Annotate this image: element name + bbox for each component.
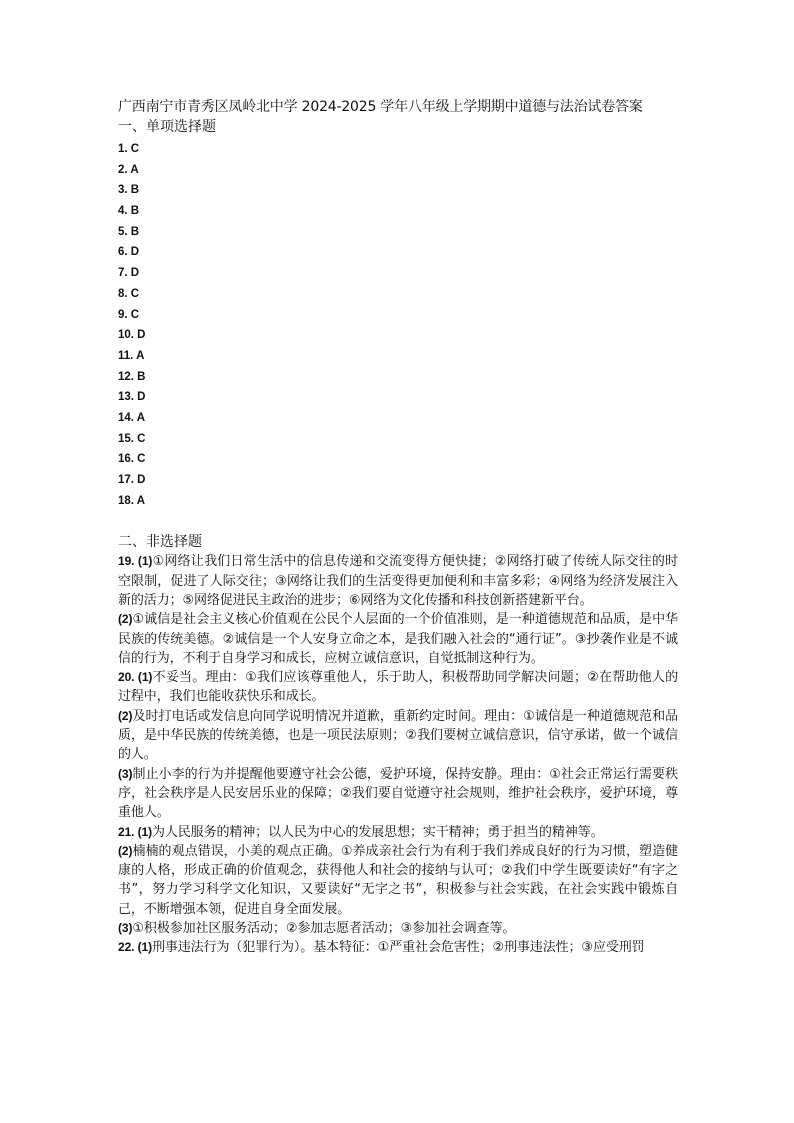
- answer-item: 12. B: [118, 370, 146, 383]
- answer-text: 制止小李的行为并提醒他要遵守社会公德，爱护环境，保持安静。理由：①社会正常运行需要秩序，社会秩序是人民安居乐业的保障；②我们要自觉遵守社会规则，维护社会秩序，爱护环境，尊重他人。: [118, 766, 678, 821]
- answer-paragraph-19-1: [118, 552, 678, 610]
- answer-sheet-page: [118, 97, 678, 958]
- answer-item: 14. A: [118, 411, 146, 424]
- answer-paragraph-22-1: [118, 938, 678, 957]
- answer-item: 7. D: [118, 267, 140, 280]
- answer-item: 4. B: [118, 205, 140, 218]
- answer-paragraph-19-2: [118, 610, 678, 668]
- question-number: (2): [118, 708, 133, 723]
- answer-text: ①网络让我们日常生活中的信息传递和交流变得方便快捷；②网络打破了传统人际交往的时空限制，促进了人际交往；③网络让我们的生活变得更加便利和丰富多彩；④网络为经济发展注入新的活力；⑤网络促进民主政治的进步；⑥网络为文化传播和科技创新搭建新平台。: [118, 554, 678, 608]
- answer-item: 16. C: [118, 453, 146, 466]
- answer-item: 5. B: [118, 225, 140, 238]
- answer-item: 10. D: [118, 329, 146, 342]
- section-spacer: [118, 511, 678, 532]
- question-number: (2): [118, 612, 133, 627]
- section-1-heading: 一、单项选择题: [118, 119, 216, 135]
- question-number: (3): [118, 766, 133, 781]
- answer-item: 13. D: [118, 391, 146, 404]
- document-title: 广西南宁市青秀区凤岭北中学 2024-2025 学年八年级上学期期中道德与法治试卷答案: [118, 99, 643, 115]
- answer-text: ①积极参加社区服务活动；②参加志愿者活动；③参加社会调查等。: [132, 921, 516, 937]
- question-number: 22. (1): [118, 940, 152, 955]
- answer-item: 6. D: [118, 246, 140, 259]
- answer-item: 9. C: [118, 308, 140, 321]
- answer-item: 15. C: [118, 432, 146, 445]
- question-number: 20. (1): [118, 670, 153, 685]
- answer-text: 楠楠的观点错误，小美的观点正确。①养成亲社会行为有利于我们养成良好的行为习惯，塑造健康的人格，形成正确的价值观念，获得他人和社会的接纳与认可；②我们中学生既要读好“有字之书”，努力学习科学文化知识，又要读好“无字之书”，积极参与社会实践，在社会实践中锻炼自己，不断增强本领，促进自身全面发展。: [118, 843, 678, 917]
- choice-answer-list: [118, 139, 678, 511]
- answer-paragraph-20-3: [118, 765, 678, 823]
- answer-paragraph-20-2: [118, 707, 678, 765]
- answer-paragraph-21-1: [118, 823, 678, 842]
- answer-paragraph-21-2: [118, 842, 678, 919]
- answer-item: 2. A: [118, 163, 139, 176]
- answer-item: 17. D: [118, 474, 146, 486]
- question-number: (3): [118, 921, 133, 936]
- question-number: 21. (1): [118, 824, 152, 839]
- question-number: (2): [118, 843, 133, 858]
- answer-item: 11. A: [118, 349, 145, 362]
- answer-paragraph-20-1: [118, 668, 678, 707]
- answer-item: 3. B: [118, 184, 140, 197]
- answer-item: 8. C: [118, 287, 140, 300]
- answer-text: 不妥当。理由：①我们应该尊重他人，乐于助人，积极帮助同学解决问题；②在帮助他人的过程中，我们也能收获快乐和成长。: [118, 670, 678, 705]
- answer-paragraph-21-3: [118, 919, 678, 938]
- answer-text: 刑事违法行为（犯罪行为）。基本特征：①严重社会危害性；②刑事违法性；③应受刑罚: [151, 940, 645, 956]
- section-2-heading: 二、非选择题: [118, 534, 202, 551]
- question-number: 19. (1): [118, 554, 153, 569]
- answer-text: 及时打电话或发信息向同学说明情况并道歉，重新约定时间。理由：①诚信是一种道德规范和品质，是中华民族的传统美德，也是一项民法原则；②我们要树立诚信意识，信守承诺，做一个诚信的人。: [118, 708, 678, 763]
- answer-item: 18. A: [118, 494, 146, 507]
- answer-item: 1. C: [118, 143, 140, 155]
- answer-text: ①诚信是社会主义核心价值观在公民个人层面的一个价值准则，是一种道德规范和品质，是中华民族的传统美德。②诚信是一个人安身立命之本，是我们融入社会的“通行证”。③抄袭作业是不诚信的行为，不利于自身学习和成长，应树立诚信意识，自觉抵制这种行为。: [118, 612, 678, 666]
- answer-text: 为人民服务的精神；以人民为中心的发展思想；实干精神；勇于担当的精神等。: [151, 824, 604, 840]
